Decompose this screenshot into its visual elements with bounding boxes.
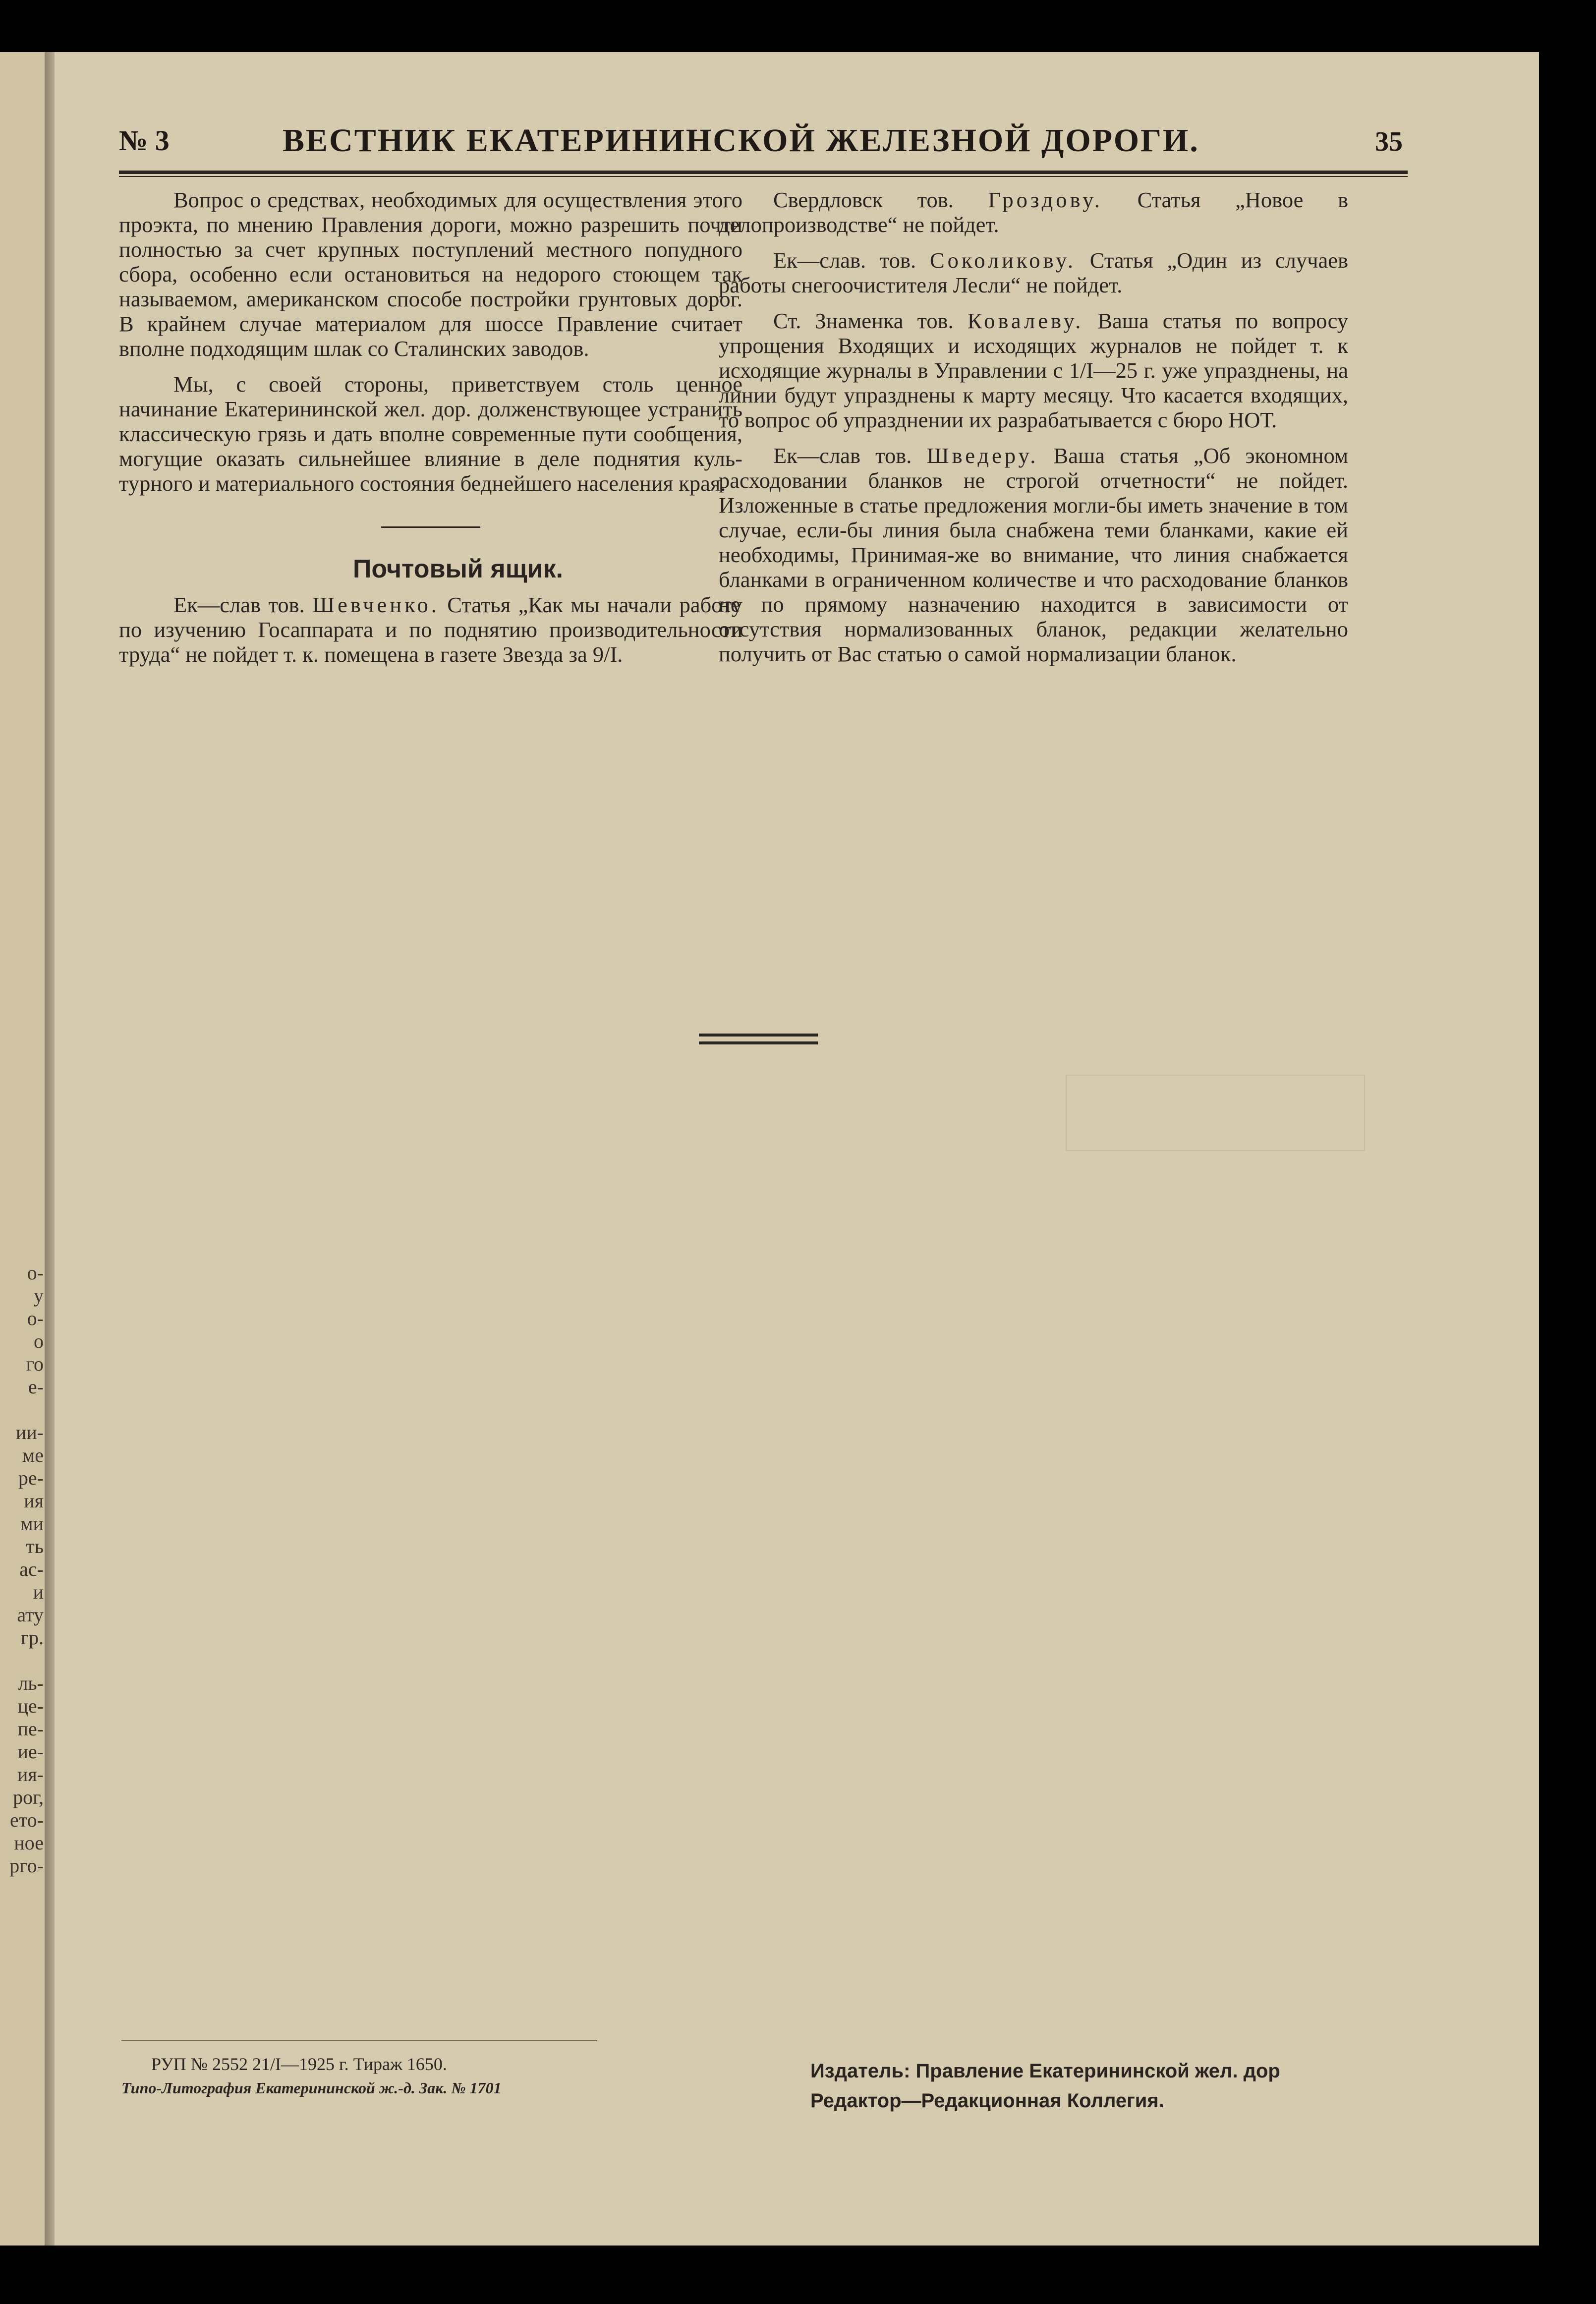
publisher-info — [810, 2056, 1405, 2116]
mailbox-item-recipient: Гроздову. — [988, 187, 1103, 212]
paragraph-funding: Вопрос о средствах, необходимых для осуществления этого проэкта, по мнению Правления дороги, можно разрешить почти полностью за счет крупных поступлений местного попудного сбора, особенно если остановиться на недорого стоющем так называемом, американском способе постройки грунтовых дорог. В крайнем случае материалом для шоссе Правление считает вполне подходящим шлак со Сталинских заводов. — [119, 187, 742, 361]
previous-page-fragment: о- — [27, 1307, 44, 1329]
mailbox-item-prefix: Ек—слав тов. — [773, 443, 912, 468]
print-house-line: Типо-Литография Екатерининской ж.-д. Зак. № 1701 — [121, 2079, 502, 2097]
double-rule-line-top — [699, 1034, 818, 1037]
mailbox-item — [719, 187, 1348, 237]
previous-page-fragment: ия- — [17, 1763, 44, 1786]
previous-page-fragment: ие- — [17, 1740, 44, 1763]
end-of-content-double-rule — [699, 1034, 818, 1048]
previous-page-fragment: ето- — [9, 1809, 44, 1831]
mailbox-item-text: Ваша статья по вопросу упрощения Входящих и исходящих журналов не пойдет т. к исходящие журналы в Управлении с 1/I—25 г. уже упразднены, на линии будут упразднены к марту месяцу. Что касается входящих, то вопрос об упразднении их разрабатывается с бюро НОТ. — [719, 308, 1349, 432]
mailbox-item-prefix: Свердловск тов. — [773, 187, 954, 212]
paragraph-welcome: Мы, с своей стороны, приветствуем столь ценное начинание Екатерининской жел. дор. долженствующее устранить классическую грязь и дать вполне современные пути сообщения, могущие оказать сильнейшее влияние в деле поднятия культурного и материального состояния беднейшего населения края. — [119, 372, 742, 496]
mailbox-item — [719, 248, 1348, 297]
mailbox-item-text: Ваша статья „Об экономном расходовании бланков не строгой отчетности“ не пойдет. Изложенные в статье предложения могли-бы иметь значение в том случае, если-бы линия была снабжена теми бланками, какие ей необходимы, Принимая-же во внимание, что линия снабжается бланками в ограниченном количестве и что расходование бланков не по прямому назначению находится в зависимости от отсутствия нормализованных бланок, редакции желательно получить от Вас статью о самой нормализации бланок. — [719, 443, 1349, 666]
previous-page-fragment: е- — [28, 1376, 44, 1398]
previous-page-fragment: ть — [26, 1535, 44, 1557]
previous-page-fragment: пе- — [17, 1718, 44, 1740]
previous-page-text-fragments — [5, 1262, 44, 1877]
previous-page-fragment: у — [34, 1284, 44, 1307]
mailbox-item-prefix: Ек—слав. тов. — [773, 248, 916, 273]
previous-page-fragment: ме — [22, 1444, 44, 1466]
previous-page-fragment: о — [34, 1330, 44, 1352]
section-divider — [381, 526, 480, 528]
publisher-line: Издатель: Правление Екатерининской жел. дор — [810, 2060, 1280, 2082]
mailbox-item — [719, 443, 1348, 666]
double-rule-line-bottom — [699, 1041, 818, 1044]
left-column — [119, 187, 742, 678]
page-number: 35 — [1375, 126, 1403, 157]
mailbox-item — [719, 308, 1348, 432]
right-column — [719, 187, 1348, 677]
previous-page-edge — [0, 52, 45, 2246]
previous-page-fragment: ре- — [18, 1467, 44, 1489]
previous-page-fragment — [5, 1398, 44, 1421]
header-rule-thin — [119, 176, 1408, 177]
header-rule-thick — [119, 171, 1408, 174]
print-info — [121, 2052, 607, 2100]
mailbox-item-recipient: Шевченко. — [312, 592, 440, 617]
publication-title: ВЕСТНИК ЕКАТЕРИНИНСКОЙ ЖЕЛЕЗНОЙ ДОРОГИ. — [283, 122, 1199, 159]
mailbox-item-recipient: Шведеру. — [926, 443, 1039, 468]
footer-rule — [121, 2040, 597, 2041]
mailbox-heading: Почтовый ящик. — [352, 555, 564, 583]
page-header — [119, 124, 1403, 173]
previous-page-fragment: ии- — [15, 1421, 44, 1443]
mailbox-item-recipient: Соколикову. — [929, 248, 1076, 273]
mailbox-item-text: Статья „Как мы начали работу по изучению Госаппарата и по поднятию производительности труда“ не пойдет т. к. помещена в газете Звезда за 9/I. — [119, 592, 742, 667]
mailbox-item-text: Статья „Новое в делопроизводстве“ не пойдет. — [719, 187, 1349, 237]
previous-page-fragment: рго- — [9, 1854, 44, 1877]
issue-number: № 3 — [119, 124, 170, 157]
previous-page-fragment: ное — [14, 1832, 44, 1854]
previous-page-fragment: ия — [24, 1490, 44, 1512]
editor-line: Редактор—Редакционная Коллегия. — [810, 2090, 1164, 2112]
previous-page-fragment: о- — [27, 1262, 44, 1284]
previous-page-fragment: рог, — [13, 1786, 44, 1808]
mailbox-item — [119, 592, 742, 667]
previous-page-fragment — [5, 1649, 44, 1672]
previous-page-fragment: ми — [20, 1512, 44, 1535]
previous-page-fragment: ас- — [19, 1558, 44, 1580]
mailbox-item-prefix: Ек—слав тов. — [173, 592, 305, 617]
mailbox-item-text: Статья „Один из случаев работы снегоочистителя Лесли“ не пойдет. — [719, 248, 1349, 297]
page-gutter — [45, 52, 55, 2246]
previous-page-fragment: и — [33, 1581, 44, 1603]
show-through-impression — [1066, 1075, 1365, 1151]
print-info-line: РУП № 2552 21/I—1925 г. Тираж 1650. — [151, 2054, 447, 2074]
mailbox-item-recipient: Ковалеву. — [967, 308, 1084, 333]
mailbox-item-prefix: Ст. Знаменка тов. — [773, 308, 954, 333]
previous-page-fragment: це- — [17, 1695, 44, 1717]
previous-page-fragment: ату — [17, 1604, 44, 1626]
previous-page-fragment: ль- — [18, 1672, 44, 1694]
previous-page-fragment: гр. — [20, 1626, 44, 1649]
previous-page-fragment: го — [26, 1353, 44, 1375]
